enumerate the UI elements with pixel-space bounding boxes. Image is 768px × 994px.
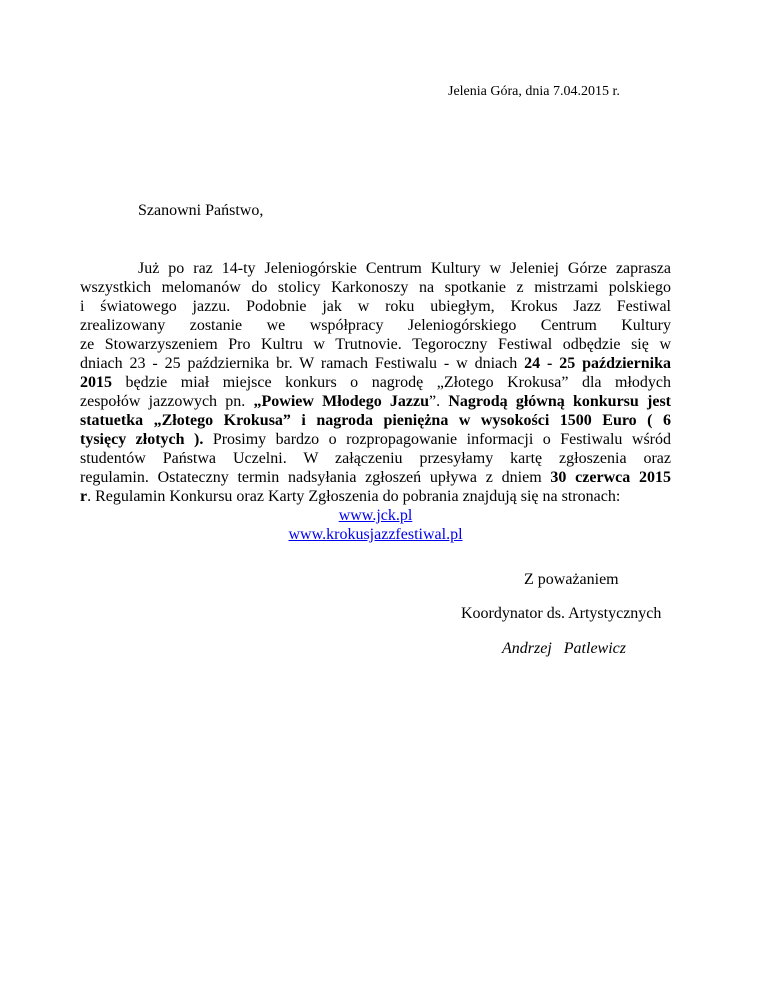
body-text: będzie miał miejsce konkurs o nagrodę „Złotego Krokusa” dla młodych bbox=[112, 374, 671, 391]
body-line bbox=[80, 316, 671, 335]
prize-intro: Nagrodą główną konkursu jest bbox=[448, 393, 672, 410]
body-text: zrealizowany zostanie we współpracy Jeleniogórskiego Centrum Kultury bbox=[80, 317, 671, 334]
deadline-date: 30 czerwca 2015 bbox=[550, 469, 671, 486]
body-line bbox=[80, 335, 671, 354]
link-line bbox=[80, 506, 671, 525]
body-line bbox=[80, 392, 671, 411]
body-text: wszystkich melomanów do stolicy Karkonoszy na spotkanie z mistrzami polskiego bbox=[80, 279, 671, 296]
body-line bbox=[80, 297, 671, 316]
body-line bbox=[80, 411, 671, 430]
body-line bbox=[80, 373, 671, 392]
body-line bbox=[80, 354, 671, 373]
body-line bbox=[80, 430, 671, 449]
salutation: Szanowni Państwo, bbox=[138, 202, 264, 219]
event-year: 2015 bbox=[80, 374, 112, 391]
letter-body bbox=[80, 259, 671, 544]
body-text: . Regulamin Konkursu oraz Karty Zgłoszenia do pobrania znajdują się na stronach: bbox=[87, 488, 621, 505]
closing-greeting: Z poważaniem bbox=[524, 571, 619, 588]
body-text: i światowego jazzu. Podobnie jak w roku ubiegłym, Krokus Jazz Festiwal bbox=[80, 298, 671, 315]
body-text: zespołów jazzowych pn. bbox=[80, 393, 254, 410]
body-text: dniach 23 - 25 października br. W ramach Festiwalu - w dniach bbox=[80, 355, 525, 372]
prize-description: statuetka „Złotego Krokusa” i nagroda pieniężna w wysokości 1500 Euro ( 6 bbox=[80, 412, 671, 429]
body-text: Prosimy bardzo o rozpropagowanie informacji o Festiwalu wśród bbox=[203, 431, 671, 448]
body-line bbox=[80, 278, 671, 297]
body-text: ze Stowarzyszeniem Pro Kultru w Trutnovie. Tegoroczny Festiwal odbędzie się w bbox=[80, 336, 671, 353]
date-line: Jelenia Góra, dnia 7.04.2015 r. bbox=[448, 84, 620, 99]
signatory-role: Koordynator ds. Artystycznych bbox=[461, 605, 662, 622]
link-line bbox=[80, 525, 671, 544]
body-line bbox=[80, 449, 671, 468]
krokus-festival-link[interactable]: www.krokusjazzfestiwal.pl bbox=[288, 526, 463, 543]
body-text: studentów Państwa Uczelni. W załączeniu przesyłamy kartę zgłoszenia oraz bbox=[80, 450, 671, 467]
deadline-suffix: r bbox=[80, 488, 88, 505]
body-line bbox=[80, 259, 671, 278]
body-text: Już po raz 14-ty Jeleniogórskie Centrum Kultury w Jeleniej Górze zaprasza bbox=[138, 260, 671, 277]
body-text: regulamin. Ostateczny termin nadsyłania zgłoszeń upływa z dniem bbox=[80, 469, 551, 486]
body-line bbox=[80, 468, 671, 487]
signatory-name: Andrzej Patlewicz bbox=[502, 640, 626, 657]
jck-link[interactable]: www.jck.pl bbox=[338, 507, 413, 524]
body-text: ”. bbox=[429, 393, 449, 410]
prize-amount: tysięcy złotych ). bbox=[80, 431, 204, 448]
body-line bbox=[80, 487, 671, 506]
event-dates: 24 - 25 października bbox=[524, 355, 672, 372]
contest-name: „Powiew Młodego Jazzu bbox=[253, 393, 430, 410]
